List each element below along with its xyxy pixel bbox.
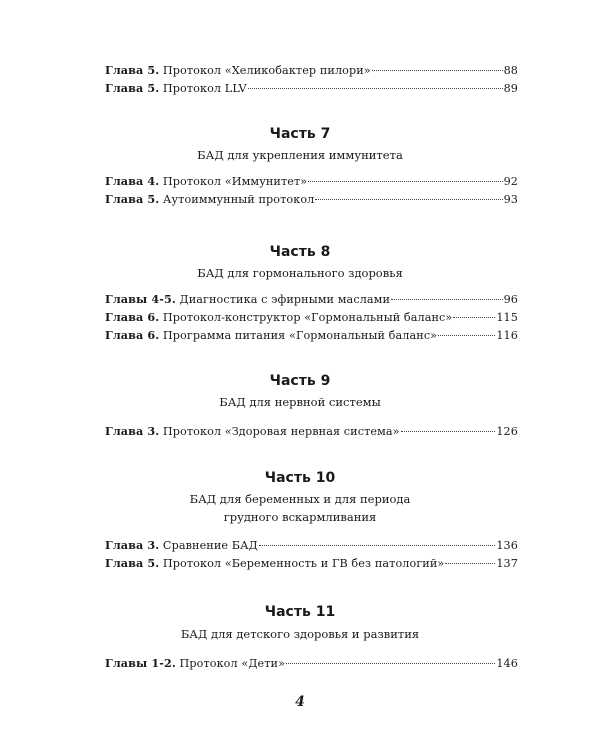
toc-entry (105, 423, 518, 439)
page-ref: 137 (496, 557, 518, 570)
toc-entry (105, 173, 518, 189)
toc-entry (105, 291, 518, 307)
part-title: Часть 8 (269, 244, 331, 260)
chapter-title: Программа питания «Гормональный баланс» (162, 329, 438, 342)
dot-leader (259, 545, 495, 546)
toc-entry (105, 537, 518, 553)
dot-leader (248, 88, 503, 89)
part-title: Часть 7 (269, 126, 331, 142)
dot-leader (445, 563, 495, 564)
chapter-label: Главы 1-2. (105, 656, 176, 670)
chapter-title: Протокол «Хеликобактер пилори» (162, 64, 371, 77)
page-ref: 116 (496, 329, 518, 342)
dot-leader (401, 431, 496, 432)
chapter-title: Протокол «Иммунитет» (162, 175, 308, 188)
part-subtitle: БАД для гормонального здоровья (197, 266, 403, 280)
page-ref: 88 (503, 64, 518, 77)
part-subtitle: грудного вскармливания (223, 510, 377, 524)
page-ref: 93 (503, 193, 518, 206)
page-ref: 146 (496, 657, 518, 670)
chapter-title: Аутоиммунный протокол (162, 193, 315, 206)
toc-entry (105, 62, 518, 78)
chapter-label: Глава 5. (105, 556, 160, 570)
part-subtitle: БАД для беременных и для периода (189, 492, 411, 506)
dot-leader (286, 663, 495, 664)
part-subtitle: БАД для детского здоровья и развития (180, 627, 420, 641)
page-ref: 92 (503, 175, 518, 188)
chapter-label: Глава 4. (105, 174, 160, 188)
toc-entry (105, 655, 518, 671)
dot-leader (315, 199, 502, 200)
toc-entry (105, 191, 518, 207)
part-title: Часть 9 (269, 373, 331, 389)
dot-leader (391, 299, 503, 300)
chapter-label: Глава 5. (105, 192, 160, 206)
page-ref: 126 (496, 425, 518, 438)
chapter-title: Протокол-конструктор «Гормональный баланс» (162, 311, 453, 324)
toc-entry (105, 80, 518, 96)
chapter-title: Протокол LLV (162, 82, 247, 95)
chapter-label: Глава 3. (105, 538, 160, 552)
chapter-title: Протокол «Здоровая нервная система» (162, 425, 400, 438)
page-ref: 89 (503, 82, 518, 95)
dot-leader (453, 317, 495, 318)
dot-leader (438, 335, 495, 336)
chapter-title: Протокол «Беременность и ГВ без патологий» (162, 557, 445, 570)
part-subtitle: БАД для нервной системы (219, 395, 381, 409)
dot-leader (372, 70, 503, 71)
chapter-label: Глава 5. (105, 63, 160, 77)
chapter-label: Глава 5. (105, 81, 160, 95)
page-ref: 96 (503, 293, 518, 306)
page-number: 4 (295, 694, 305, 710)
toc-entry (105, 555, 518, 571)
dot-leader (308, 181, 502, 182)
chapter-label: Глава 6. (105, 310, 160, 324)
chapter-label: Глава 6. (105, 328, 160, 342)
part-title: Часть 11 (264, 604, 336, 620)
toc-entry (105, 309, 518, 325)
chapter-label: Главы 4-5. (105, 292, 176, 306)
part-subtitle: БАД для укрепления иммунитета (197, 148, 403, 162)
part-title: Часть 10 (264, 470, 336, 486)
toc-entry (105, 327, 518, 343)
page-ref: 136 (496, 539, 518, 552)
chapter-title: Протокол «Дети» (179, 657, 286, 670)
chapter-title: Диагностика с эфирными маслами (179, 293, 391, 306)
chapter-label: Глава 3. (105, 424, 160, 438)
page-ref: 115 (496, 311, 518, 324)
chapter-title: Сравнение БАД (162, 539, 258, 552)
